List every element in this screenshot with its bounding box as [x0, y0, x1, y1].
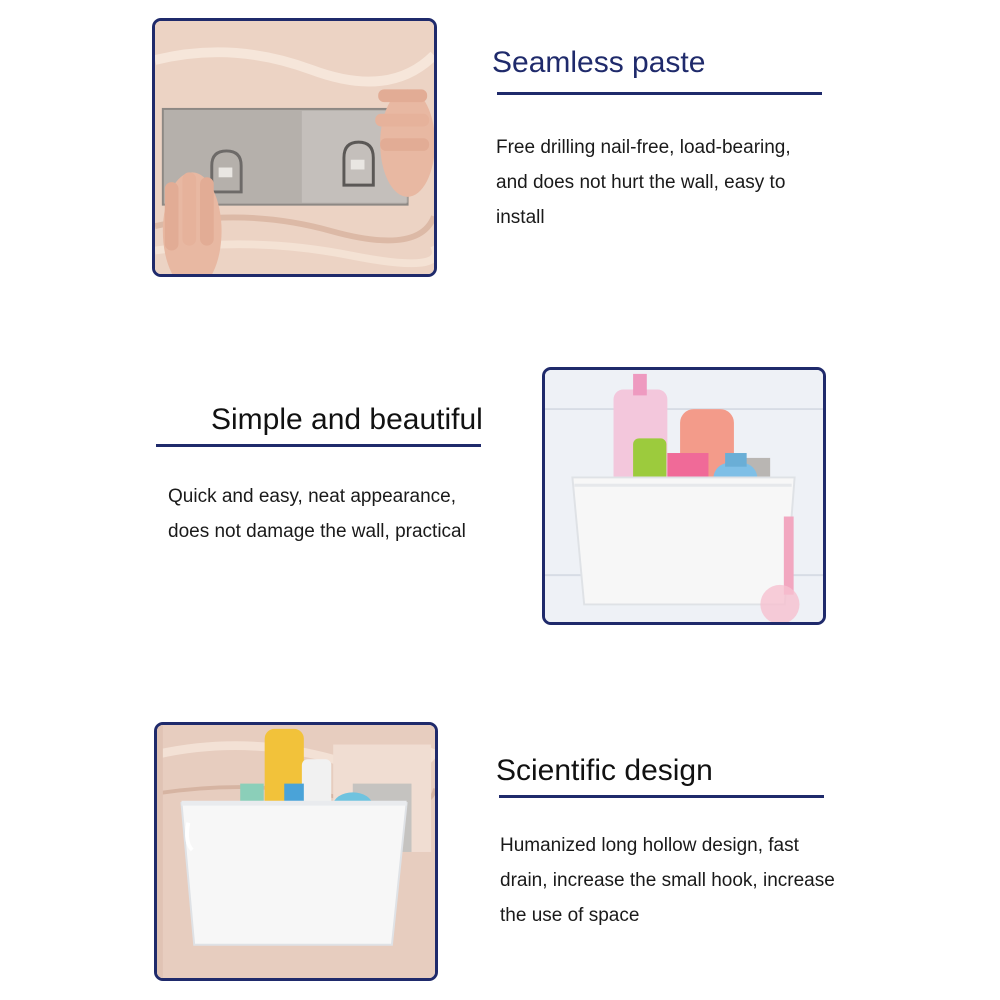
feature-title: Scientific design: [496, 754, 713, 787]
feature-description: Free drilling nail-free, load-bearing, and does not hurt the wall, easy to install: [496, 137, 791, 228]
feature-title: Simple and beautiful: [211, 403, 483, 436]
title-underline: [497, 92, 822, 95]
basket-with-toiletries-photo: [154, 722, 438, 981]
wall-adhesive-hooks-photo: [152, 18, 437, 277]
basket-with-bottles-photo: [542, 367, 826, 625]
feature-description: Humanized long hollow design, fast drain, increase the small hook, increase the use of space: [500, 835, 835, 926]
title-underline: [156, 444, 481, 447]
feature-description: Quick and easy, neat appearance, does not damage the wall, practical: [168, 486, 466, 542]
title-underline: [499, 795, 824, 798]
feature-title: Seamless paste: [492, 46, 706, 79]
